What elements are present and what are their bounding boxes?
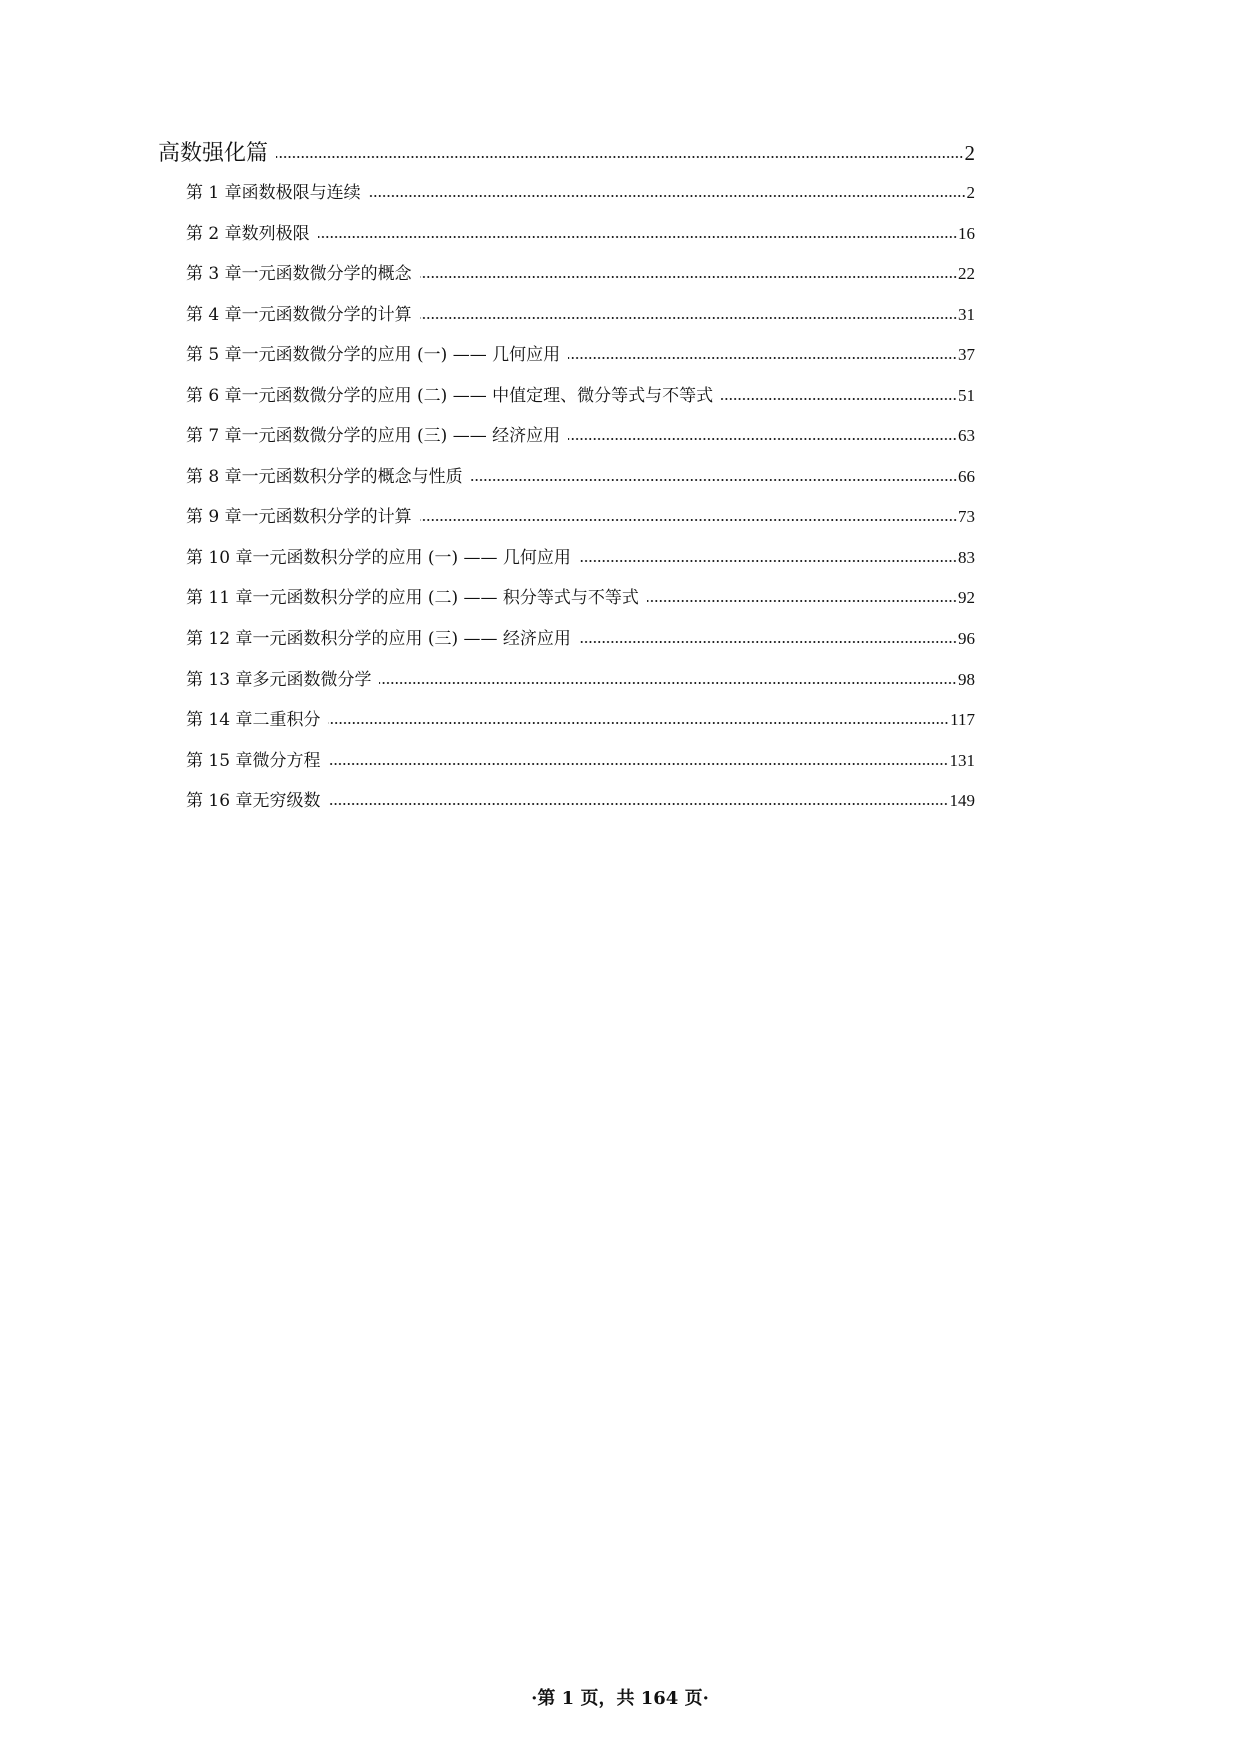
- dot-leader: [276, 155, 963, 159]
- toc-page-number: 98: [958, 670, 975, 689]
- dot-leader: [328, 802, 948, 806]
- toc-chapter-entry[interactable]: [186, 462, 975, 488]
- toc-chapter-entry[interactable]: [186, 502, 975, 528]
- toc-chapter-title: 第 13 章多元函数微分学: [186, 670, 372, 690]
- toc-chapter-title: 第 6 章一元函数微分学的应用 (二) —— 中值定理、微分等式与不等式: [186, 386, 714, 406]
- dot-leader: [568, 437, 957, 441]
- page-footer: [0, 1684, 1240, 1710]
- toc-chapter-title: 第 4 章一元函数微分学的计算: [186, 305, 412, 325]
- toc-chapter-title: 第 5 章一元函数微分学的应用 (一) —— 几何应用: [186, 345, 561, 365]
- toc-page-number: 66: [958, 467, 975, 486]
- toc-chapter-title: 第 3 章一元函数微分学的概念: [186, 264, 412, 284]
- dot-leader: [579, 640, 957, 644]
- toc-page-number: 131: [949, 751, 975, 770]
- toc-chapter-entry[interactable]: [186, 219, 975, 245]
- toc-page-number: 22: [958, 264, 975, 283]
- dot-leader: [318, 235, 957, 239]
- toc-chapter-title: 第 7 章一元函数微分学的应用 (三) —— 经济应用: [186, 426, 561, 446]
- dot-leader: [568, 356, 957, 360]
- toc-chapter-entry[interactable]: [186, 786, 975, 812]
- toc-page-number: 83: [958, 548, 975, 567]
- toc-chapter-title: 第 16 章无穷级数: [186, 791, 321, 811]
- toc-page-number: 2: [966, 183, 975, 202]
- toc-chapter-entry[interactable]: [186, 300, 975, 326]
- toc-chapter-title: 第 14 章二重积分: [186, 710, 321, 730]
- toc-part-entry[interactable]: [158, 136, 975, 166]
- toc-page-number: 92: [958, 588, 975, 607]
- toc-chapter-title: 第 11 章一元函数积分学的应用 (二) —— 积分等式与不等式: [186, 588, 639, 608]
- dot-leader: [579, 559, 957, 563]
- toc-chapter-entry[interactable]: [186, 381, 975, 407]
- dot-leader: [647, 599, 957, 603]
- dot-leader: [471, 478, 957, 482]
- toc-page-number: 63: [958, 426, 975, 445]
- toc-page-number: 149: [949, 791, 975, 810]
- dot-leader: [420, 518, 957, 522]
- toc-page-number: 16: [958, 224, 975, 243]
- dot-leader: [369, 194, 966, 198]
- toc-page-number: 37: [958, 345, 975, 364]
- toc-chapter-entry[interactable]: [186, 705, 975, 731]
- toc-chapter-entry[interactable]: [186, 624, 975, 650]
- toc-chapter-entry[interactable]: [186, 421, 975, 447]
- toc-chapter-entry[interactable]: [186, 178, 975, 204]
- toc-page-number: 2: [964, 141, 975, 165]
- toc-chapter-title: 第 8 章一元函数积分学的概念与性质: [186, 467, 463, 487]
- toc-chapter-title: 第 15 章微分方程: [186, 751, 321, 771]
- toc-chapter-entry[interactable]: [186, 259, 975, 285]
- toc-page-number: 31: [958, 305, 975, 324]
- toc-chapter-entry[interactable]: [186, 583, 975, 609]
- dot-leader: [328, 721, 949, 725]
- toc-page-number: 96: [958, 629, 975, 648]
- toc-chapter-title: 第 1 章函数极限与连续: [186, 183, 361, 203]
- toc-chapter-entry[interactable]: [186, 340, 975, 366]
- toc-chapter-title: 第 10 章一元函数积分学的应用 (一) —— 几何应用: [186, 548, 571, 568]
- dot-leader: [328, 762, 948, 766]
- dot-leader: [379, 681, 957, 685]
- toc-chapter-entry[interactable]: [186, 746, 975, 772]
- toc-chapter-title: 第 9 章一元函数积分学的计算: [186, 507, 412, 527]
- page-indicator: ·第 1 页，共 164 页·: [531, 1688, 709, 1709]
- toc-chapter-entry[interactable]: [186, 543, 975, 569]
- toc-chapter-title: 第 12 章一元函数积分学的应用 (三) —— 经济应用: [186, 629, 571, 649]
- dot-leader: [721, 397, 957, 401]
- toc-chapter-title: 第 2 章数列极限: [186, 224, 310, 244]
- toc-part-title: 高数强化篇: [158, 141, 269, 166]
- toc-page-number: 73: [958, 507, 975, 526]
- toc-page-number: 51: [958, 386, 975, 405]
- toc-page-number: 117: [950, 710, 975, 729]
- dot-leader: [420, 275, 957, 279]
- toc-chapter-entry[interactable]: [186, 665, 975, 691]
- dot-leader: [420, 316, 957, 320]
